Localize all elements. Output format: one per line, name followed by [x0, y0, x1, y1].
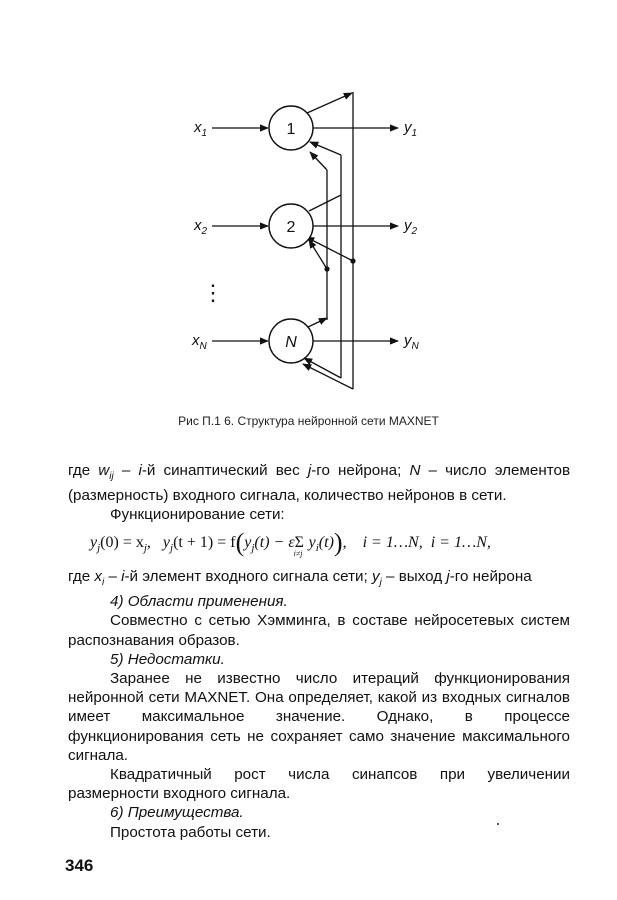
- heading-applications: 4) Области применения.: [110, 593, 288, 611]
- formula: $y_j(0) = x_j$, $y_j(t + 1) = f(y_j(t) - \varepsilon\Sigma$ i≠j $y_i(t)$), i = 1…N, i = 1…N,: [90, 528, 491, 558]
- page-number: 346: [65, 856, 94, 875]
- paragraph-where: где $x_i - i-й$ элемент входного сигнала сети; $y_j$ – выход j-го нейрона: [68, 568, 532, 589]
- input-label-2: $x_2$: [194, 217, 208, 237]
- junction-dot: [324, 266, 329, 271]
- paragraph-functioning: Функционирование сети:: [110, 506, 285, 524]
- node-label-n: N: [285, 334, 297, 351]
- input-label-1: $x_1$: [194, 119, 208, 139]
- node-label-1: 1: [286, 121, 296, 138]
- figure-caption: Рис П.1 6. Структура нейронной сети MAXNET: [178, 414, 439, 428]
- feedback-line: [310, 142, 341, 155]
- output-label-2: $y_2$: [404, 217, 418, 237]
- vertical-ellipsis: ⋮: [202, 280, 224, 305]
- heading-advantages: 6) Преимущества.: [110, 804, 244, 822]
- paragraph-advantages: Простота работы сети.: [110, 823, 271, 841]
- feedback-line: [309, 240, 327, 269]
- text-block-bottom: [68, 567, 570, 842]
- output-label-n: $y_N$: [404, 332, 419, 352]
- maxnet-diagram: [0, 0, 617, 430]
- output-label-1: $y_1$: [404, 119, 418, 139]
- paragraph-applications: Совместно с сетью Хэмминга, в составе нейросетевых систем распознавания образов.: [68, 612, 570, 649]
- paragraph-drawbacks: Заранее не известно число итераций функционирования нейронной сети MAXNET. Она определяет, какой из входных сигналов имеет максимальное значение. Однако, в процессе функционирования сеть не сохраняет само значение максимального сигнала.: [68, 670, 570, 764]
- heading-drawbacks: 5) Недостатки.: [110, 650, 225, 668]
- junction-dot: [350, 258, 355, 263]
- node-label-2: 2: [286, 219, 296, 236]
- feedback-line: [308, 318, 327, 327]
- feedback-line: [303, 364, 353, 389]
- paragraph-definitions: где $w_{ij} - i-й$ синаптический вес j-го нейрона; N – число элементов (размерность) входного сигнала, количество нейронов в сети.: [68, 462, 571, 505]
- text-block-top: [68, 461, 570, 525]
- feedback-line: [310, 152, 327, 170]
- paragraph-synapse-growth: Квадратичный рост числа синапсов при увеличении размерности входного сигнала.: [68, 766, 570, 803]
- feedback-line: [306, 237, 353, 261]
- feedback-line: [307, 93, 352, 113]
- scan-speck: [497, 823, 499, 825]
- feedback-line: [309, 195, 341, 211]
- input-label-n: $x_N$: [192, 332, 207, 352]
